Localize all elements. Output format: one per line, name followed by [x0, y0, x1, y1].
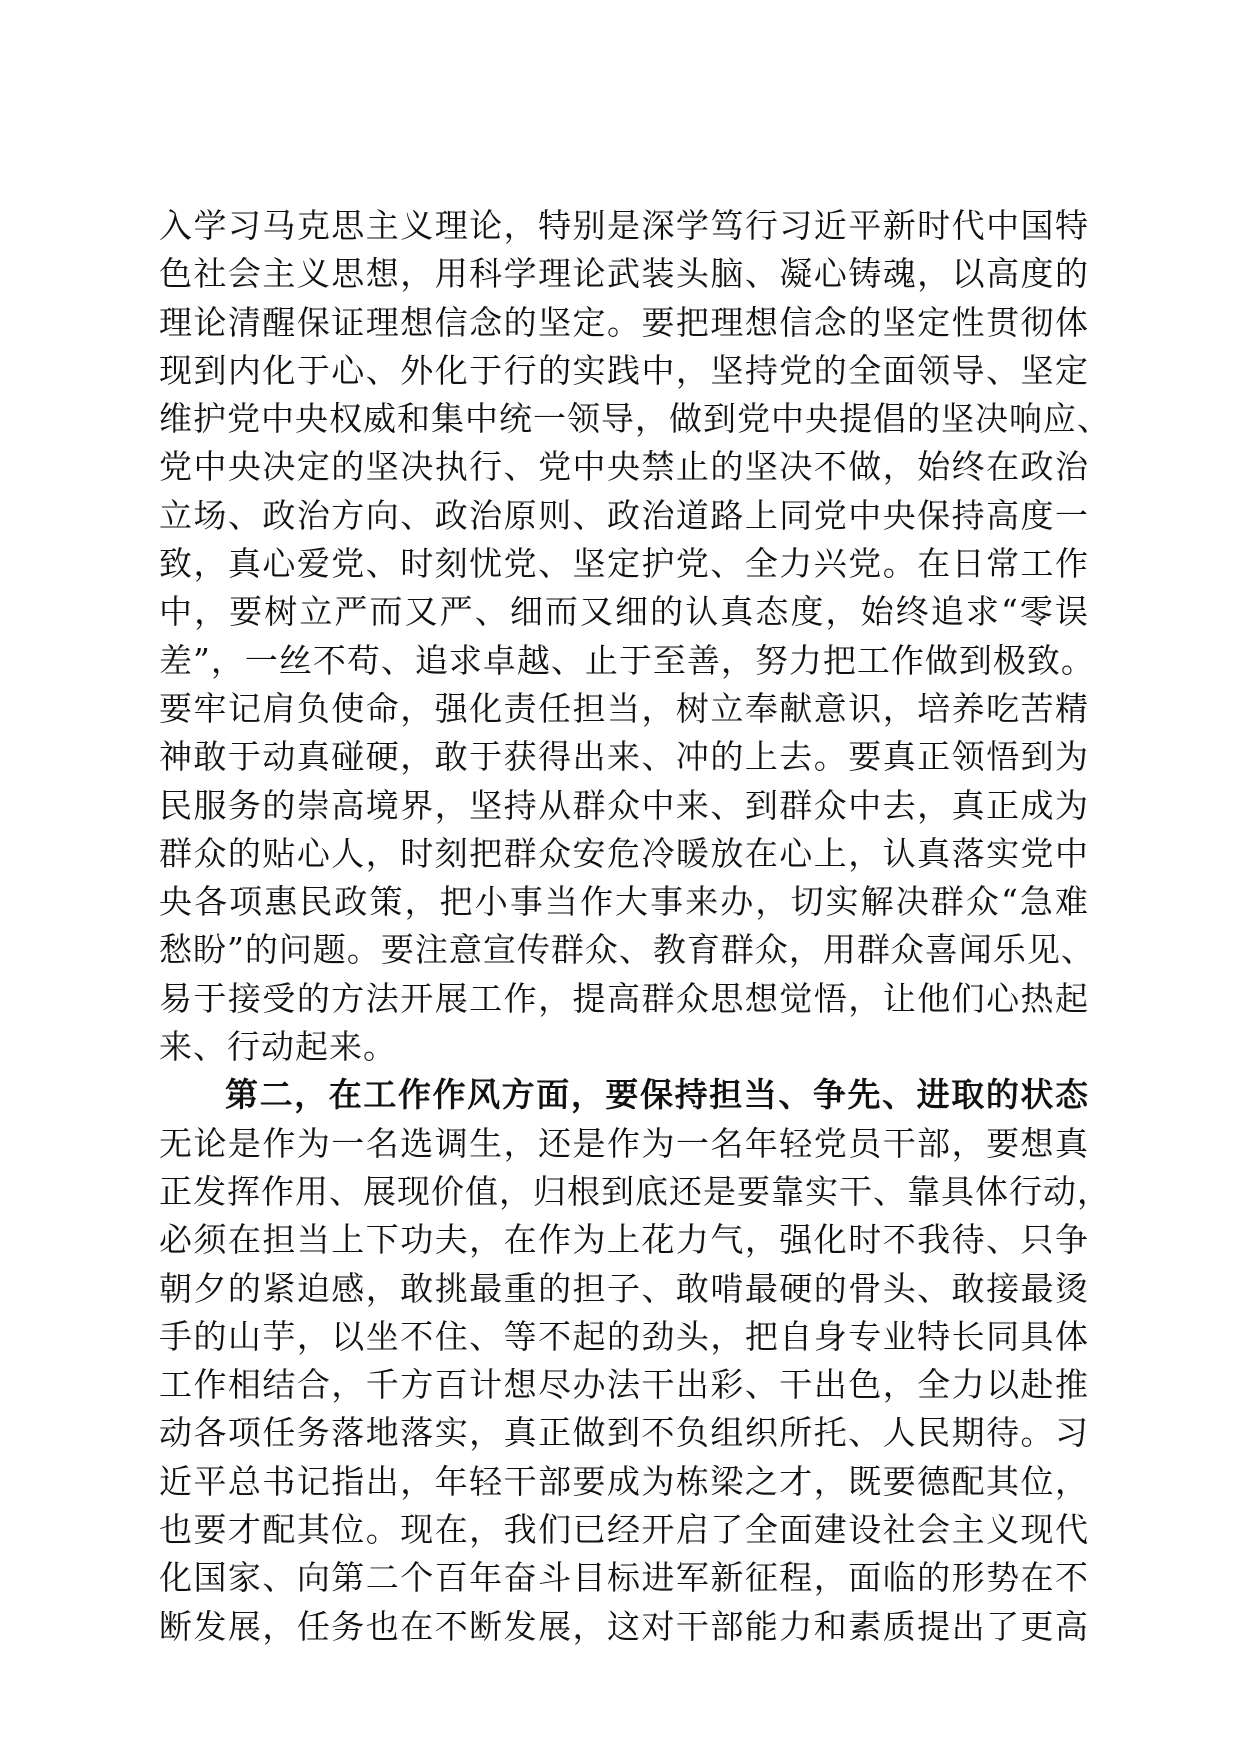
text-line: 化国家、向第二个百年奋斗目标进军新征程，面临的形势在不: [159, 1558, 1089, 1598]
text-line: 工作相结合，千方百计想尽办法干出彩、干出色，全力以赴推: [159, 1365, 1089, 1405]
text-line: 理论清醒保证理想信念的坚定。要把理想信念的坚定性贯彻体: [159, 302, 1089, 342]
text-line: 要牢记肩负使命，强化责任担当，树立奉献意识，培养吃苦精: [159, 688, 1089, 728]
text-line: 中，要树立严而又严、细而又细的认真态度，始终追求“零误: [159, 592, 1089, 632]
text-line: 致，真心爱党、时刻忧党、坚定护党、全力兴党。在日常工作: [159, 544, 1089, 584]
text-line: 色社会主义思想，用科学理论武装头脑、凝心铸魂，以高度的: [159, 254, 1089, 294]
text-line: 朝夕的紧迫感，敢挑最重的担子、敢啃最硬的骨头、敢接最烫: [159, 1268, 1089, 1308]
section-heading: 第二，在工作作风方面，要保持担当、争先、进取的状态: [225, 1075, 1089, 1115]
text-line: 差”，一丝不苟、追求卓越、止于至善，努力把工作做到极致。: [159, 640, 1095, 680]
text-line: 手的山芋，以坐不住、等不起的劲头，把自身专业特长同具体: [159, 1316, 1089, 1356]
body-text: [159, 202, 1111, 1651]
paragraph-1: [159, 202, 1111, 1071]
paragraph-2: [159, 1120, 1111, 1651]
text-line: 入学习马克思主义理论，特别是深学笃行习近平新时代中国特: [159, 206, 1089, 245]
text-line: 愁盼”的问题。要注意宣传群众、教育群众，用群众喜闻乐见、: [159, 930, 1095, 970]
text-line: 无论是作为一名选调生，还是作为一名年轻党员干部，要想真: [159, 1123, 1089, 1163]
text-line: 央各项惠民政策，把小事当作大事来办，切实解决群众“急难: [159, 882, 1089, 922]
text-line: 近平总书记指出，年轻干部要成为栋梁之才，既要德配其位，: [159, 1461, 1089, 1501]
text-line: 断发展，任务也在不断发展，这对干部能力和素质提出了更高: [159, 1606, 1089, 1646]
text-line: 现到内化于心、外化于行的实践中，坚持党的全面领导、坚定: [159, 350, 1089, 390]
text-line: 群众的贴心人，时刻把群众安危冷暖放在心上，认真落实党中: [159, 833, 1089, 873]
text-line: 必须在担当上下功夫，在作为上花力气，强化时不我待、只争: [159, 1220, 1089, 1260]
text-line: 立场、政治方向、政治原则、政治道路上同党中央保持高度一: [159, 495, 1089, 535]
text-line: 动各项任务落地落实，真正做到不负组织所托、人民期待。习: [159, 1413, 1089, 1453]
text-line: 民服务的崇高境界，坚持从群众中来、到群众中去，真正成为: [159, 785, 1089, 825]
text-line: 易于接受的方法开展工作，提高群众思想觉悟，让他们心热起: [159, 978, 1089, 1018]
text-line: 维护党中央权威和集中统一领导，做到党中央提倡的坚决响应、: [159, 399, 1111, 439]
text-line: 也要才配其位。现在，我们已经开启了全面建设社会主义现代: [159, 1510, 1089, 1550]
text-line: 来、行动起来。: [159, 1027, 397, 1067]
text-line: 神敢于动真碰硬，敢于获得出来、冲的上去。要真正领悟到为: [159, 737, 1089, 777]
text-line: 正发挥作用、展现价值，归根到底还是要靠实干、靠具体行动，: [159, 1171, 1111, 1211]
text-line: 党中央决定的坚决执行、党中央禁止的坚决不做，始终在政治: [159, 447, 1089, 487]
